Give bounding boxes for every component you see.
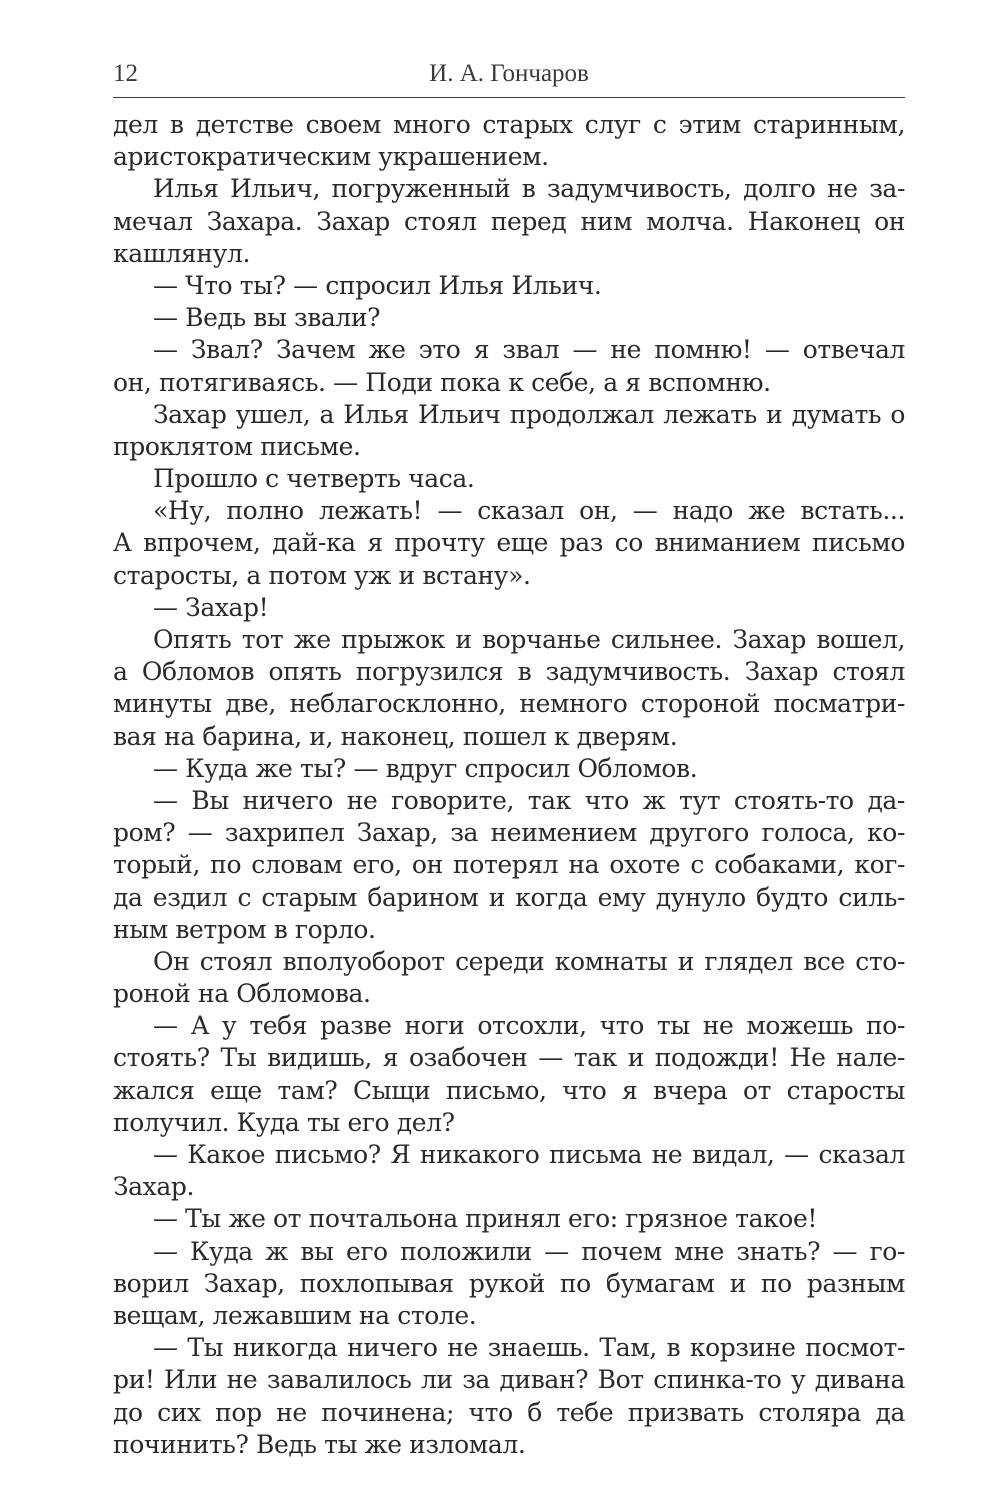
text-line: — Вы ничего не говорите, так что ж тут стоять-то да- [153,785,905,815]
text-line: «Ну, полно лежать! — сказал он, — надо же встать... [153,496,905,526]
text-line: мечал Захара. Захар стоял перед ним молча. Наконец он [113,206,905,236]
text-line: А впрочем, дай-ка я прочту еще раз со вниманием письмо [113,528,905,558]
text-line: аристократическим украшением. [113,142,549,172]
text-line: ром? — захрипел Захар, за неимением другого голоса, ко- [113,818,905,848]
text-line: — Ты никогда ничего не знаешь. Там, в корзине посмот- [153,1333,905,1363]
text-line: Опять тот же прыжок и ворчанье сильнее. Захар вошел, [153,625,905,654]
text-line: вая на барина, и, наконец, пошел к дверям. [113,721,678,751]
text-line: Прошло с четверть часа. [153,464,475,494]
header-author: И. А. Гончаров [429,60,589,87]
text-line: Захар. [113,1172,195,1202]
text-line: починить? Ведь ты же изломал. [113,1429,526,1459]
text-line: Он стоял вполуоборот середи комнаты и глядел все сто- [153,946,905,976]
text-line: торый, по словам его, он потерял на охоте с собаками, ког- [113,850,905,880]
text-line: проклятом письме. [113,431,361,461]
text-line: ри! Или не завалилось ли за диван? Вот спинка-то у дивана [113,1365,905,1395]
text-line: стоять? Ты видишь, я озабочен — так и подожди! Не нале- [113,1043,905,1073]
text-line: — Захар! [153,592,269,622]
text-line: а Обломов опять погрузился в задумчивость. Захар стоял [113,657,905,687]
text-line: кашлянул. [113,238,251,268]
header-rule [113,97,905,98]
text-line: — А у тебя разве ноги отсохли, что ты не можешь по- [153,1011,905,1041]
text-line: дел в детстве своем много старых слуг с этим старинным, [113,110,905,139]
running-header [113,60,905,92]
text-line: ным ветром в горло. [113,914,376,944]
text-line: — Звал? Зачем же это я звал — не помню! — отвечал [153,335,905,365]
text-line: — Куда ж вы его положили — почем мне знать? — го- [153,1236,905,1266]
text-line: вещам, лежавшим на столе. [113,1300,477,1330]
text-line: минуты две, неблагосклонно, немного стороной посматри- [113,689,905,719]
text-line: старосты, а потом уж и встану». [113,560,531,590]
text-line: — Ты же от почтальона принял его: грязное такое! [153,1204,817,1234]
text-line: Захар ушел, а Илья Ильич продолжал лежать и думать о [153,399,905,429]
text-line: — Куда же ты? — вдруг спросил Обломов. [153,753,698,783]
text-line: — Какое письмо? Я никакого письма не видал, — сказал [153,1140,905,1169]
text-line: — Что ты? — спросил Илья Ильич. [153,270,602,300]
text-line: — Ведь вы звали? [153,303,381,333]
text-line: получил. Куда ты его дел? [113,1107,455,1137]
text-line: он, потягиваясь. — Поди пока к себе, а я вспомню. [113,367,771,397]
text-line: Илья Ильич, погруженный в задумчивость, долго не за- [153,174,905,204]
text-line: до сих пор не починена; что б тебе призвать столяра да [113,1397,905,1427]
text-body [113,109,905,1461]
text-line: роной на Обломова. [113,979,371,1009]
page-number: 12 [113,60,138,87]
text-line: да ездил с старым барином и когда ему дунуло будто силь- [113,882,905,912]
text-line: жался еще там? Сыщи письмо, что я вчера от старосты [113,1075,905,1105]
text-line: ворил Захар, похлопывая рукой по бумагам и по разным [113,1268,905,1298]
